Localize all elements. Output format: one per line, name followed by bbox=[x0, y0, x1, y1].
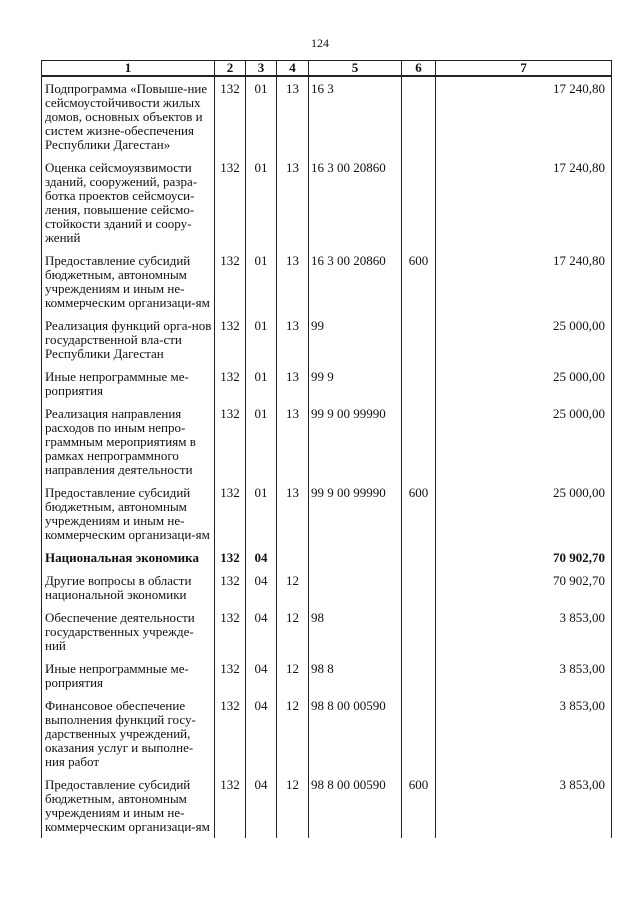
row-amount-cell: 25 000,00 bbox=[436, 481, 612, 546]
row-col2-cell: 132 bbox=[215, 657, 246, 694]
row-name-cell: Предоставление субсидий бюджетным, автономным учреждениям и иным не-коммерческим организаци-ям bbox=[42, 773, 215, 838]
row-col2-cell: 132 bbox=[215, 156, 246, 249]
row-col2-cell: 132 bbox=[215, 249, 246, 314]
row-col4-cell: 13 bbox=[277, 365, 309, 402]
row-col2-cell: 132 bbox=[215, 76, 246, 156]
row-col6-cell bbox=[402, 156, 436, 249]
row-name-cell: Иные непрограммные ме-роприятия bbox=[42, 365, 215, 402]
row-name-cell: Обеспечение деятельности государственных учрежде-ний bbox=[42, 606, 215, 657]
row-col4-cell: 13 bbox=[277, 249, 309, 314]
row-col3-cell: 04 bbox=[246, 546, 277, 569]
table-row bbox=[42, 606, 612, 657]
row-col3-cell: 04 bbox=[246, 694, 277, 773]
row-amount-cell: 3 853,00 bbox=[436, 773, 612, 838]
row-code-cell: 98 8 00 00590 bbox=[309, 773, 402, 838]
row-col4-cell: 12 bbox=[277, 773, 309, 838]
row-name-cell: Национальная экономика bbox=[42, 546, 215, 569]
row-col6-cell bbox=[402, 694, 436, 773]
row-name-cell: Предоставление субсидий бюджетным, автономным учреждениям и иным не-коммерческим организаци-ям bbox=[42, 249, 215, 314]
row-col2-cell: 132 bbox=[215, 365, 246, 402]
row-col3-cell: 01 bbox=[246, 156, 277, 249]
row-col6-cell: 600 bbox=[402, 481, 436, 546]
row-col4-cell: 12 bbox=[277, 569, 309, 606]
row-col4-cell: 13 bbox=[277, 314, 309, 365]
row-code-cell bbox=[309, 569, 402, 606]
header-cell: 6 bbox=[402, 61, 436, 77]
row-col4-cell: 13 bbox=[277, 402, 309, 481]
row-name-cell: Другие вопросы в области национальной экономики bbox=[42, 569, 215, 606]
row-col6-cell bbox=[402, 546, 436, 569]
row-col2-cell: 132 bbox=[215, 606, 246, 657]
row-code-cell: 98 8 bbox=[309, 657, 402, 694]
row-amount-cell: 25 000,00 bbox=[436, 402, 612, 481]
table-row bbox=[42, 365, 612, 402]
row-col6-cell bbox=[402, 314, 436, 365]
row-col3-cell: 04 bbox=[246, 773, 277, 838]
row-amount-cell: 70 902,70 bbox=[436, 546, 612, 569]
row-col6-cell bbox=[402, 76, 436, 156]
row-col3-cell: 04 bbox=[246, 569, 277, 606]
header-cell: 4 bbox=[277, 61, 309, 77]
table-row bbox=[42, 694, 612, 773]
row-amount-cell: 3 853,00 bbox=[436, 606, 612, 657]
row-col4-cell: 12 bbox=[277, 694, 309, 773]
table-row bbox=[42, 546, 612, 569]
table-row bbox=[42, 657, 612, 694]
table-row bbox=[42, 156, 612, 249]
row-col4-cell: 12 bbox=[277, 606, 309, 657]
header-cell: 5 bbox=[309, 61, 402, 77]
table-row bbox=[42, 402, 612, 481]
row-col3-cell: 01 bbox=[246, 314, 277, 365]
row-amount-cell: 25 000,00 bbox=[436, 365, 612, 402]
table-row bbox=[42, 481, 612, 546]
row-code-cell: 98 bbox=[309, 606, 402, 657]
header-cell: 1 bbox=[42, 61, 215, 77]
table-row bbox=[42, 569, 612, 606]
row-col4-cell: 13 bbox=[277, 156, 309, 249]
row-amount-cell: 70 902,70 bbox=[436, 569, 612, 606]
header-cell: 2 bbox=[215, 61, 246, 77]
row-col4-cell: 13 bbox=[277, 76, 309, 156]
row-name-cell: Предоставление субсидий бюджетным, автономным учреждениям и иным не-коммерческим организаци-ям bbox=[42, 481, 215, 546]
row-code-cell bbox=[309, 546, 402, 569]
table-row bbox=[42, 773, 612, 838]
row-code-cell: 99 bbox=[309, 314, 402, 365]
row-col3-cell: 01 bbox=[246, 249, 277, 314]
row-name-cell: Иные непрограммные ме-роприятия bbox=[42, 657, 215, 694]
row-name-cell: Оценка сейсмоуязвимости зданий, сооружений, разра-ботка проектов сейсмоуси-ления, повышение сейсмо-стойкости зданий и соору-жений bbox=[42, 156, 215, 249]
row-amount-cell: 3 853,00 bbox=[436, 657, 612, 694]
row-amount-cell: 25 000,00 bbox=[436, 314, 612, 365]
row-col3-cell: 01 bbox=[246, 481, 277, 546]
row-col4-cell: 13 bbox=[277, 481, 309, 546]
row-name-cell: Подпрограмма «Повыше-ние сейсмоустойчивости жилых домов, основных объектов и систем жизне-обеспечения Республики Дагестан» bbox=[42, 76, 215, 156]
table-row bbox=[42, 249, 612, 314]
row-col3-cell: 01 bbox=[246, 76, 277, 156]
row-code-cell: 99 9 00 99990 bbox=[309, 481, 402, 546]
header-cell: 3 bbox=[246, 61, 277, 77]
header-cell: 7 bbox=[436, 61, 612, 77]
row-name-cell: Финансовое обеспечение выполнения функций госу-дарственных учреждений, оказания услуг и выполне-ния работ bbox=[42, 694, 215, 773]
header-row bbox=[42, 61, 612, 77]
budget-table bbox=[41, 60, 612, 838]
row-col3-cell: 04 bbox=[246, 606, 277, 657]
row-col6-cell bbox=[402, 365, 436, 402]
row-col2-cell: 132 bbox=[215, 569, 246, 606]
row-col6-cell bbox=[402, 606, 436, 657]
row-name-cell: Реализация функций орга-нов государственной вла-сти Республики Дагестан bbox=[42, 314, 215, 365]
row-col6-cell bbox=[402, 569, 436, 606]
row-code-cell: 16 3 00 20860 bbox=[309, 156, 402, 249]
row-col6-cell: 600 bbox=[402, 249, 436, 314]
row-amount-cell: 17 240,80 bbox=[436, 76, 612, 156]
row-col4-cell: 12 bbox=[277, 657, 309, 694]
row-col2-cell: 132 bbox=[215, 546, 246, 569]
row-col2-cell: 132 bbox=[215, 314, 246, 365]
row-col2-cell: 132 bbox=[215, 694, 246, 773]
row-col2-cell: 132 bbox=[215, 402, 246, 481]
row-col6-cell bbox=[402, 657, 436, 694]
page-number: 124 bbox=[311, 36, 329, 50]
row-col6-cell: 600 bbox=[402, 773, 436, 838]
row-name-cell: Реализация направления расходов по иным непро-граммным мероприятиям в рамках непрограммного направления деятельности bbox=[42, 402, 215, 481]
row-code-cell: 99 9 bbox=[309, 365, 402, 402]
row-amount-cell: 17 240,80 bbox=[436, 249, 612, 314]
row-amount-cell: 17 240,80 bbox=[436, 156, 612, 249]
row-amount-cell: 3 853,00 bbox=[436, 694, 612, 773]
row-col4-cell bbox=[277, 546, 309, 569]
row-code-cell: 16 3 00 20860 bbox=[309, 249, 402, 314]
row-col3-cell: 01 bbox=[246, 365, 277, 402]
row-code-cell: 98 8 00 00590 bbox=[309, 694, 402, 773]
row-col2-cell: 132 bbox=[215, 481, 246, 546]
row-code-cell: 16 3 bbox=[309, 76, 402, 156]
row-col3-cell: 04 bbox=[246, 657, 277, 694]
row-col6-cell bbox=[402, 402, 436, 481]
row-col3-cell: 01 bbox=[246, 402, 277, 481]
row-code-cell: 99 9 00 99990 bbox=[309, 402, 402, 481]
row-col2-cell: 132 bbox=[215, 773, 246, 838]
table-row bbox=[42, 76, 612, 156]
table-row bbox=[42, 314, 612, 365]
